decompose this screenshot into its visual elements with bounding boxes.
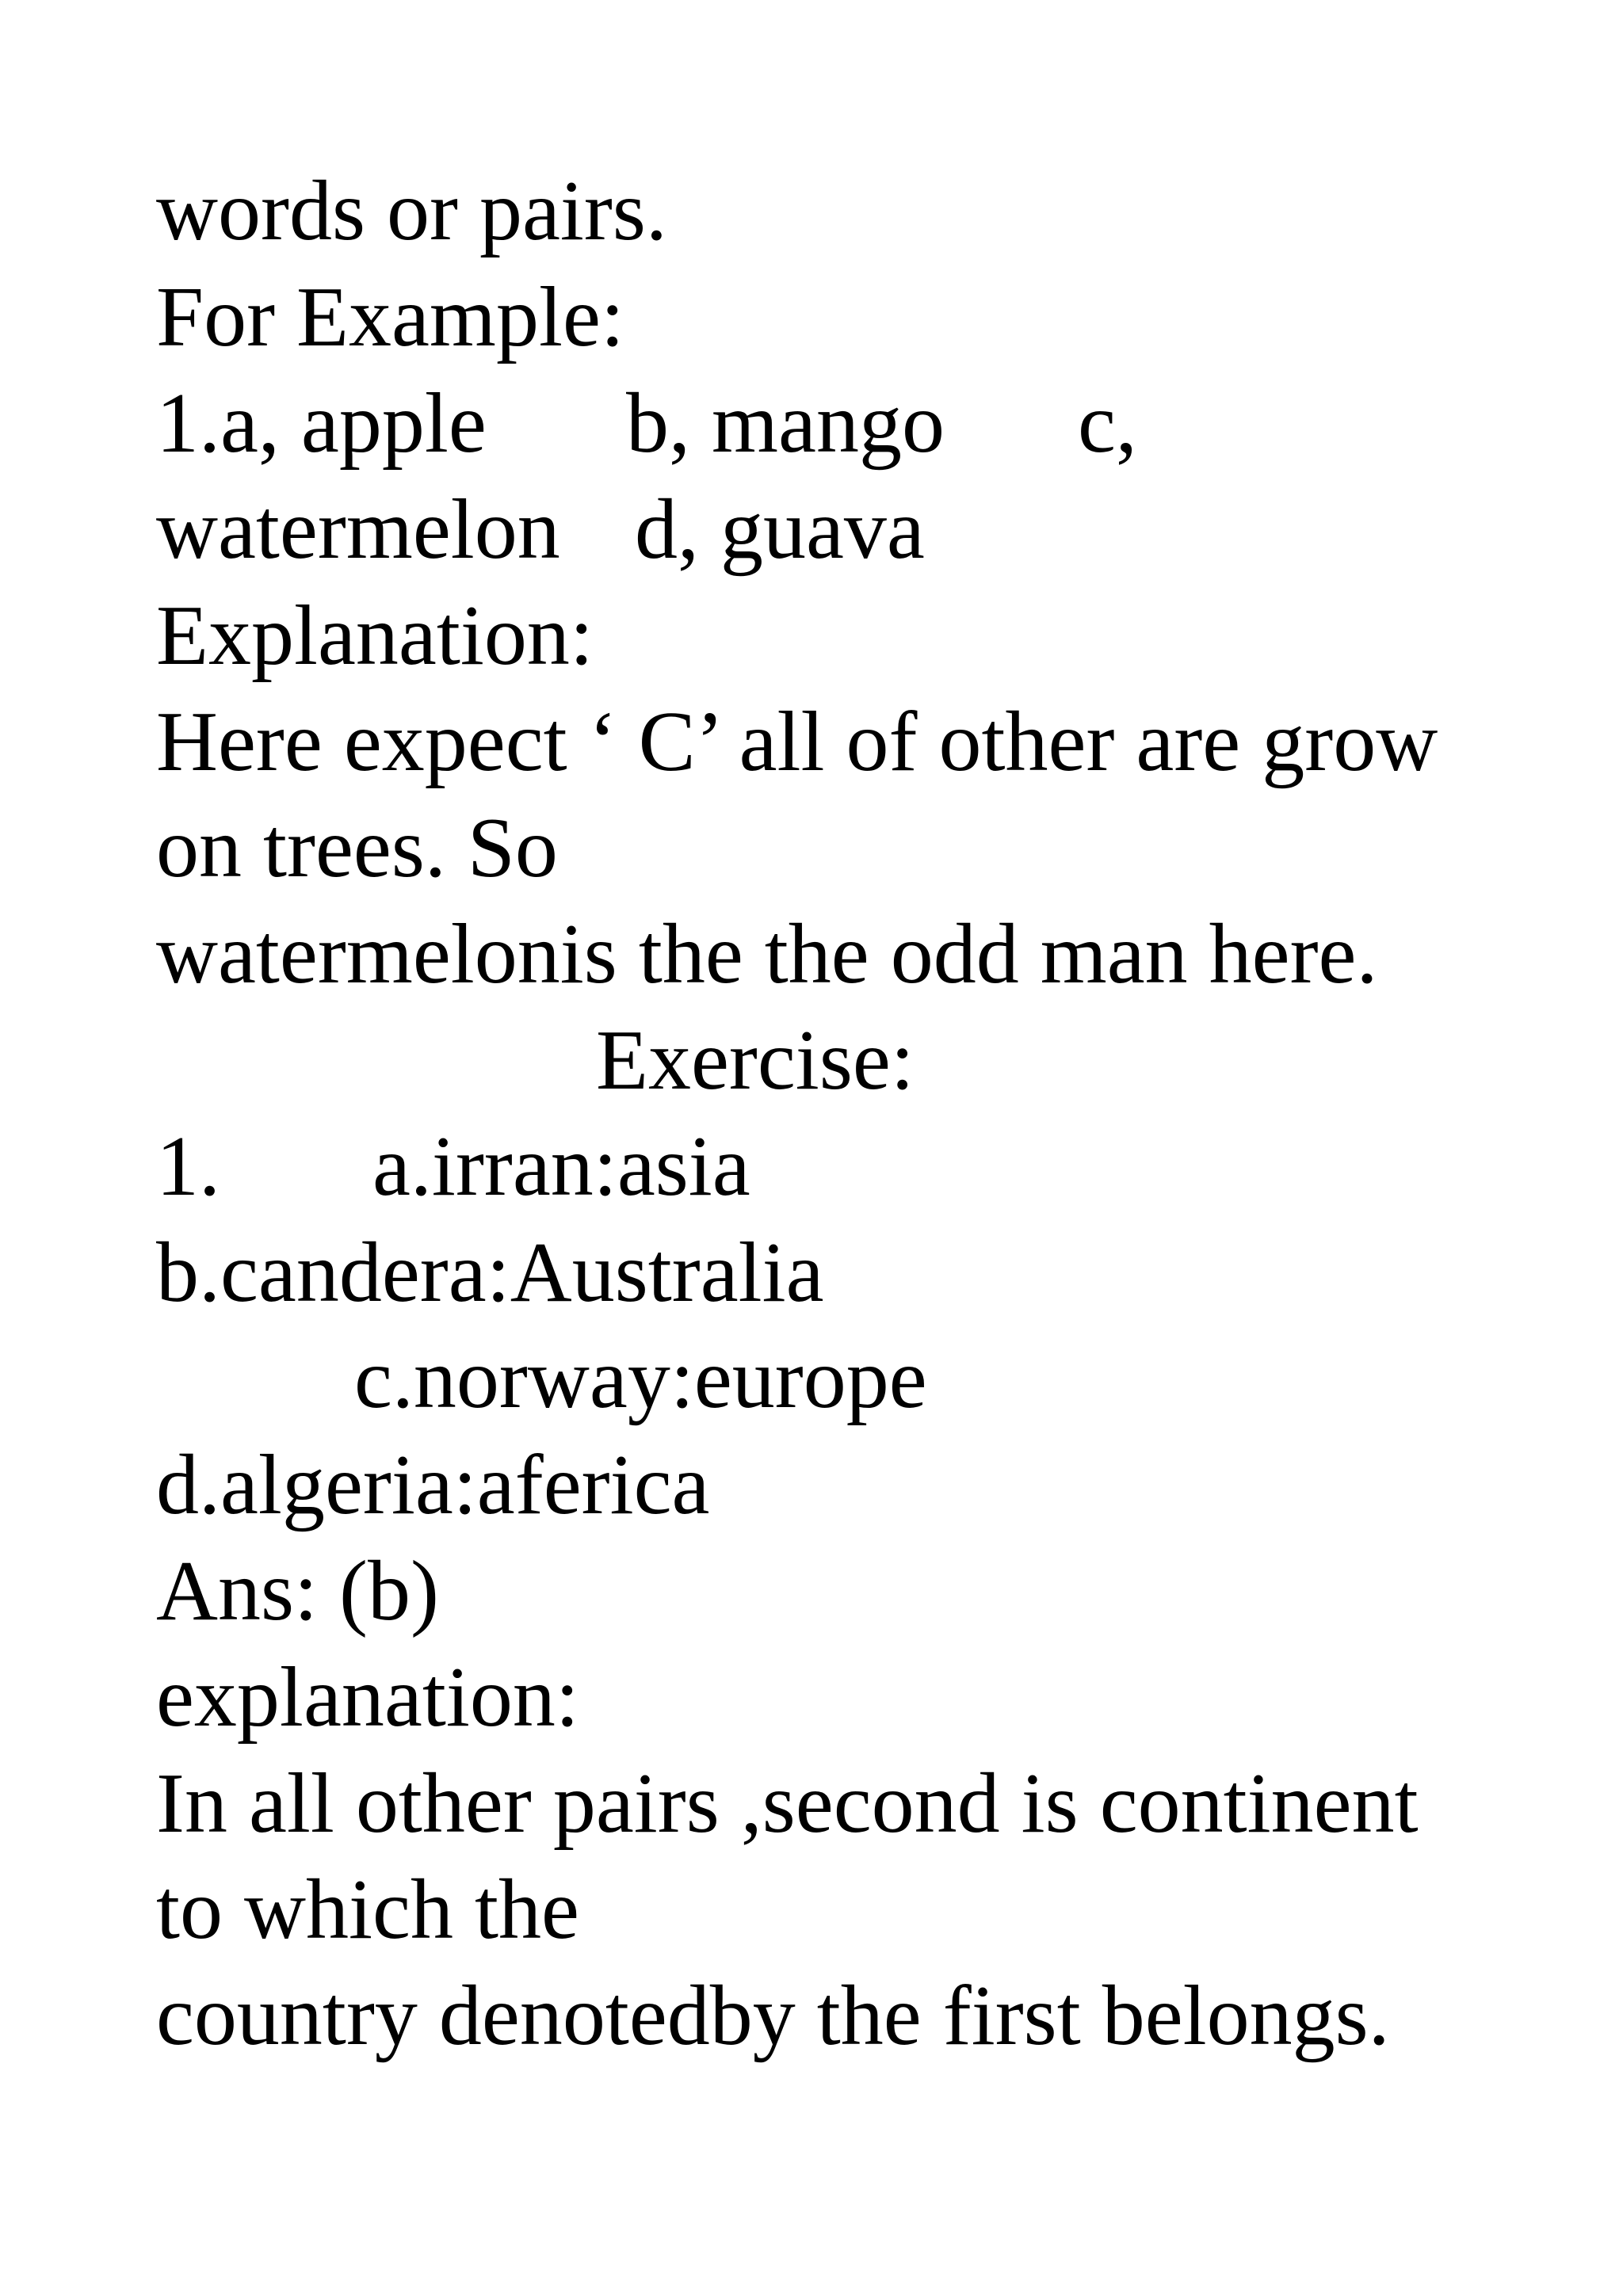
exercise-option-a: a.irran:asia — [372, 1119, 750, 1214]
exercise-option-d: d.algeria:aferica — [156, 1438, 710, 1532]
exercise-row-1 — [156, 1114, 1503, 1220]
intro-line: words or pairs. — [156, 164, 667, 258]
explanation-line-3: watermelonis the the odd man here. — [156, 907, 1378, 1001]
example-option-d: d, guava — [635, 482, 925, 577]
example-option-c: c, — [1078, 376, 1137, 471]
explanation-line-2: on trees. So — [156, 801, 558, 895]
exercise-option-b: b.candera:Australia — [156, 1226, 824, 1320]
answer-explanation-heading: explanation: — [156, 1650, 579, 1745]
example-options-row — [156, 371, 1503, 477]
explanation-line-1: Here expect ‘ C’ all of other are grow — [156, 695, 1438, 789]
answer-explanation-line-2: to which the — [156, 1863, 579, 1957]
answer-explanation-line-1: In all other pairs ,second is continent — [156, 1756, 1419, 1851]
explanation-heading: Explanation: — [156, 589, 594, 683]
answer: Ans: (b) — [156, 1544, 439, 1638]
exercise-option-c: c.norway:europe — [354, 1332, 927, 1426]
answer-explanation-line-3: country denotedby the first belongs. — [156, 1969, 1390, 2063]
example-option-b: b, mango — [626, 376, 945, 471]
exercise-heading: Exercise: — [596, 1013, 915, 1108]
exercise-number: 1. — [156, 1119, 220, 1214]
example-option-a: 1.a, apple — [156, 376, 487, 471]
example-heading: For Example: — [156, 270, 624, 364]
example-option-c-continued: watermelon — [156, 482, 560, 577]
example-options-row-2 — [156, 477, 1503, 583]
